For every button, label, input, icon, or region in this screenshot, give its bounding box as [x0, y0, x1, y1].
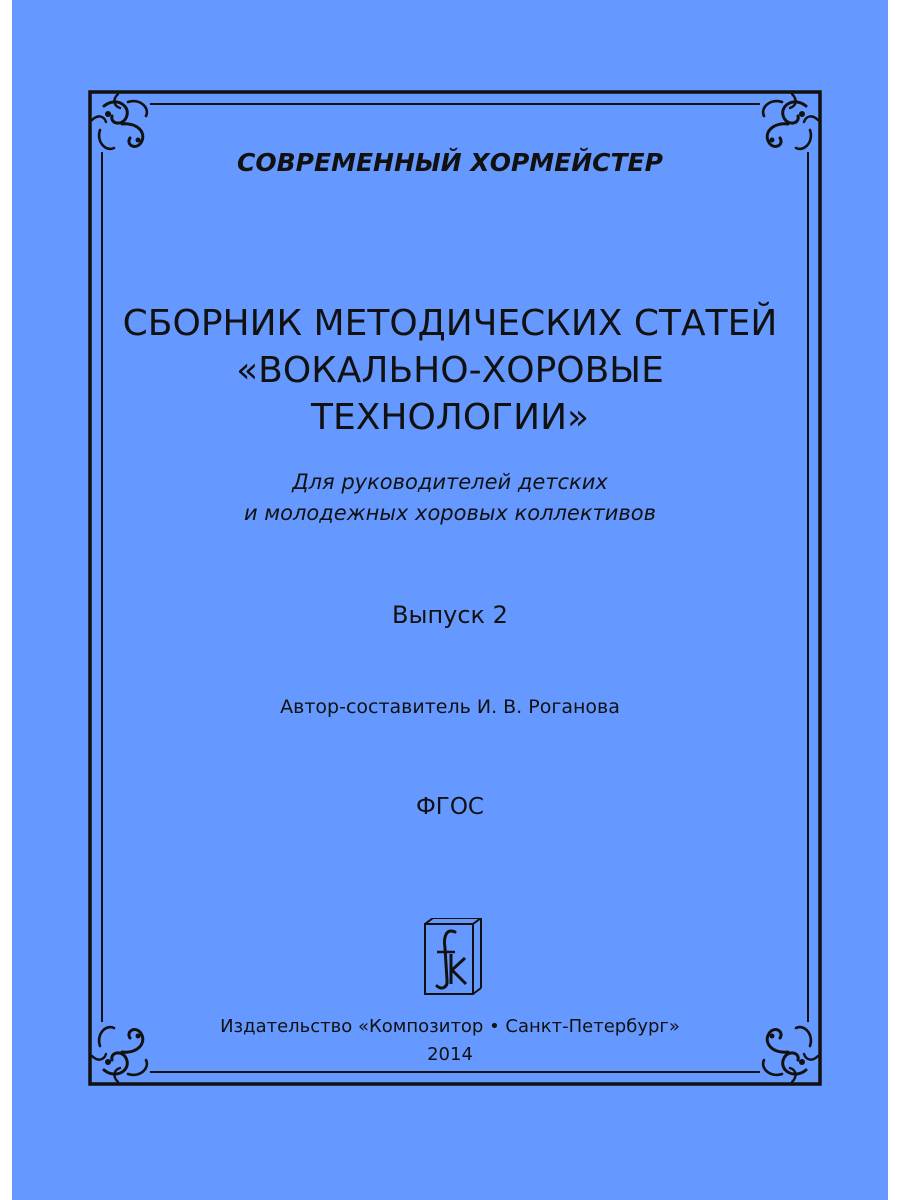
book-title	[0, 300, 900, 441]
standard-label: ФГОС	[416, 794, 484, 820]
author-line: Автор-составитель И. В. Роганова	[280, 696, 620, 718]
publisher-logo-icon	[421, 918, 483, 998]
book-title-line-2: «ВОКАЛЬНО-ХОРОВЫЕ	[236, 350, 664, 391]
issue-number: Выпуск 2	[392, 601, 508, 629]
book-title-line-3: ТЕХНОЛОГИИ»	[310, 397, 590, 438]
publisher-line: Издательство «Композитор • Санкт-Петербург»	[220, 1016, 680, 1037]
book-subtitle	[0, 467, 900, 529]
corner-ornament-top-right	[763, 94, 818, 149]
book-title-line-1: СБОРНИК МЕТОДИЧЕСКИХ СТАТЕЙ	[122, 303, 778, 344]
publication-year: 2014	[427, 1044, 473, 1065]
corner-ornament-top-left	[92, 94, 147, 149]
series-title: СОВРЕМЕННЫЙ ХОРМЕЙСТЕР	[237, 148, 663, 177]
book-subtitle-line-1: Для руководителей детских	[292, 470, 608, 494]
book-subtitle-line-2: и молодежных хоровых коллективов	[243, 501, 657, 525]
